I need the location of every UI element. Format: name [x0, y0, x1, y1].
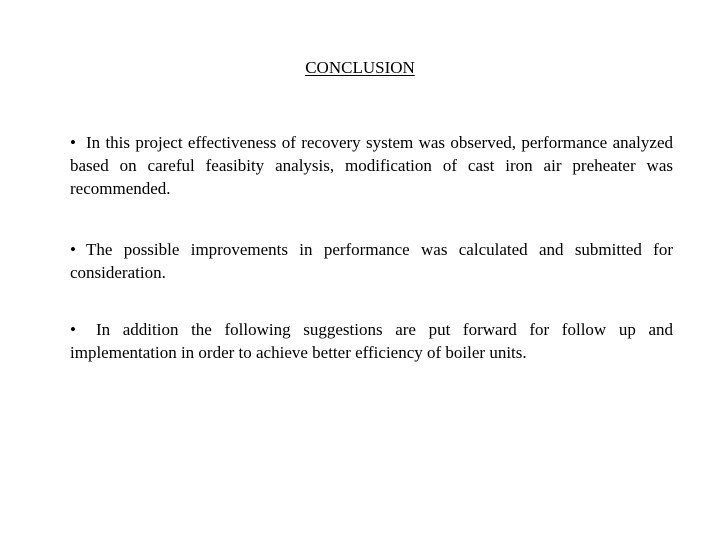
bullet-paragraph	[70, 318, 673, 364]
bullet-text: In this project effectiveness of recovery system was observed, performance analyzed based on careful feasibity analysis, modification of cast iron air preheater was recommended.	[70, 133, 673, 198]
page-title	[0, 57, 720, 79]
bullet-icon: •	[70, 320, 76, 339]
page-title-text: CONCLUSION	[305, 58, 415, 77]
bullet-icon: •	[70, 133, 76, 152]
bullet-text: In addition the following suggestions are put forward for follow up and implementation in order to achieve better efficiency of boiler units.	[70, 320, 673, 362]
bullet-paragraph	[70, 131, 673, 200]
bullet-icon: •	[70, 240, 76, 259]
bullet-text: The possible improvements in performance was calculated and submitted for consideration.	[70, 240, 673, 282]
bullet-paragraph	[70, 238, 673, 284]
